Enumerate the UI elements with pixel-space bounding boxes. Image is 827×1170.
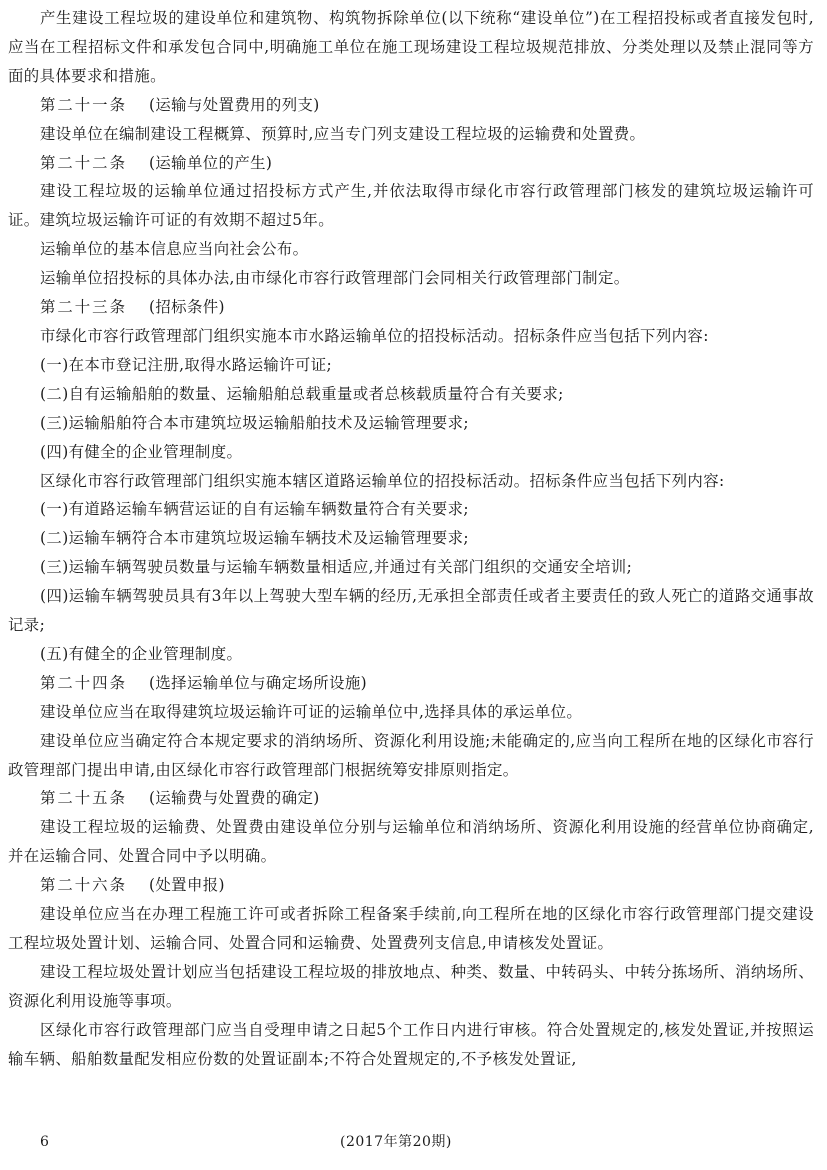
article-heading: [8, 293, 814, 322]
paragraph: (五)有健全的企业管理制度。: [40, 644, 243, 663]
paragraph: 运输单位招投标的具体办法,由市绿化市容行政管理部门会同相关行政管理部门制定。: [40, 269, 630, 288]
paragraph: 运输单位的基本信息应当向社会公布。: [40, 240, 309, 259]
paragraph: 建设工程垃圾的运输费、处置费由建设单位分别与运输单位和消纳场所、资源化利用设施的经营单位协商确定,并在运输合同、处置合同中予以明确。: [8, 818, 814, 866]
paragraph: 建设工程垃圾的运输单位通过招投标方式产生,并依法取得市绿化市容行政管理部门核发的建筑垃圾运输许可证。建筑垃圾运输许可证的有效期不超过5年。: [8, 182, 814, 230]
article-number: 第二十二条: [40, 153, 127, 172]
paragraph: (三)运输车辆驾驶员数量与运输车辆数量相适应,并通过有关部门组织的交通安全培训;: [40, 558, 633, 577]
document-body: [8, 4, 814, 1074]
article-title: (招标条件): [148, 298, 225, 317]
paragraph: 区绿化市容行政管理部门应当自受理申请之日起5个工作日内进行审核。符合处置规定的,核发处置证,并按照运输车辆、船舶数量配发相应份数的处置证副本;不符合处置规定的,不予核发处置证,: [8, 1020, 814, 1068]
article-number: 第二十三条: [40, 298, 127, 317]
paragraph: (一)有道路运输车辆营运证的自有运输车辆数量符合有关要求;: [40, 500, 469, 519]
paragraph: (一)在本市登记注册,取得水路运输许可证;: [40, 355, 333, 374]
article-heading: [8, 149, 814, 178]
article-heading: [8, 784, 814, 813]
article-title: (处置申报): [148, 876, 225, 895]
paragraph: 建设单位应当在办理工程施工许可或者拆除工程备案手续前,向工程所在地的区绿化市容行政管理部门提交建设工程垃圾处置计划、运输合同、处置合同和运输费、处置费列支信息,申请核发处置证。: [8, 905, 814, 952]
paragraph: (二)运输车辆符合本市建筑垃圾运输车辆技术及运输管理要求;: [40, 529, 469, 548]
article-number: 第二十一条: [40, 95, 127, 114]
paragraph: 区绿化市容行政管理部门组织实施本辖区道路运输单位的招投标活动。招标条件应当包括下列内容:: [40, 471, 725, 490]
paragraph: (四)运输车辆驾驶员具有3年以上驾驶大型车辆的经历,无承担全部责任或者主要责任的致人死亡的道路交通事故记录;: [8, 587, 814, 635]
issue-label: (2017年第20期): [340, 1134, 452, 1150]
paragraph: 建设单位在编制建设工程概算、预算时,应当专门列支建设工程垃圾的运输费和处置费。: [40, 124, 646, 143]
paragraph: (四)有健全的企业管理制度。: [40, 442, 243, 461]
paragraph: 产生建设工程垃圾的建设单位和建筑物、构筑物拆除单位(以下统称“建设单位”)在工程招投标或者直接发包时,应当在工程招标文件和承发包合同中,明确施工单位在施工现场建设工程垃圾规范排放、分类处理以及禁止混同等方面的具体要求和措施。: [8, 9, 814, 85]
paragraph: 建设单位应当确定符合本规定要求的消纳场所、资源化利用设施;未能确定的,应当向工程所在地的区绿化市容行政管理部门提出申请,由区绿化市容行政管理部门根据统筹安排原则指定。: [8, 731, 814, 779]
page-number: 6: [40, 1134, 49, 1150]
article-title: (选择运输单位与确定场所设施): [148, 673, 368, 692]
paragraph: (三)运输船舶符合本市建筑垃圾运输船舶技术及运输管理要求;: [40, 413, 469, 432]
article-heading: [8, 871, 814, 900]
article-number: 第二十六条: [40, 876, 127, 895]
paragraph: 建设单位应当在取得建筑垃圾运输许可证的运输单位中,选择具体的承运单位。: [40, 702, 583, 721]
paragraph: (二)自有运输船舶的数量、运输船舶总载重量或者总核载质量符合有关要求;: [40, 384, 564, 403]
article-number: 第二十五条: [40, 789, 127, 808]
article-heading: [8, 669, 814, 698]
article-title: (运输单位的产生): [148, 153, 273, 172]
paragraph: 建设工程垃圾处置计划应当包括建设工程垃圾的排放地点、种类、数量、中转码头、中转分拣场所、消纳场所、资源化利用设施等事项。: [8, 962, 814, 1010]
paragraph: 市绿化市容行政管理部门组织实施本市水路运输单位的招投标活动。招标条件应当包括下列内容:: [40, 326, 709, 345]
article-title: (运输与处置费用的列支): [148, 95, 320, 114]
article-number: 第二十四条: [40, 673, 127, 692]
page-footer: [0, 1130, 827, 1154]
article-title: (运输费与处置费的确定): [148, 789, 320, 808]
article-heading: [8, 91, 814, 120]
